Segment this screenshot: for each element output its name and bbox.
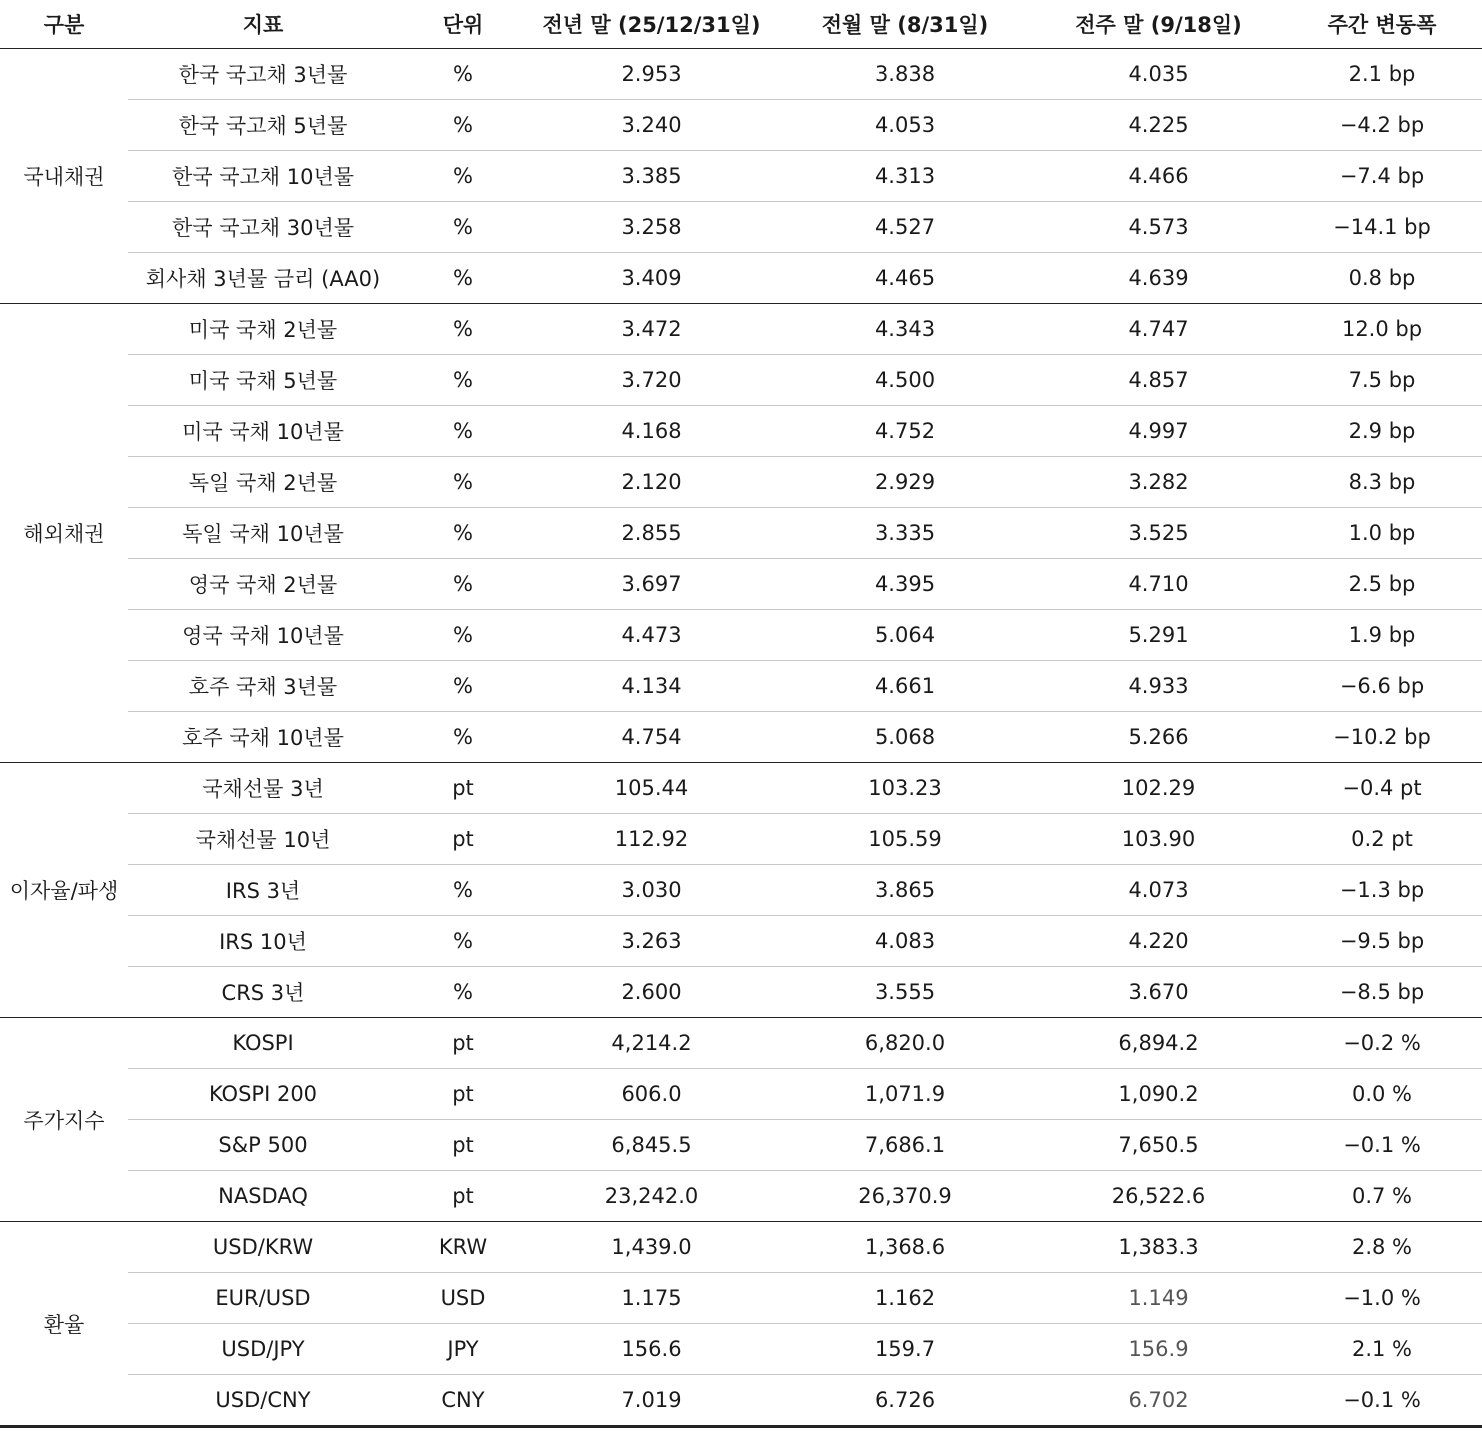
prev-year-end-cell: 4.168 (528, 406, 775, 457)
table-row (0, 661, 1482, 712)
category-cell: 환율 (0, 1222, 128, 1427)
prev-year-end-cell: 3.720 (528, 355, 775, 406)
prev-year-end-cell: 1,439.0 (528, 1222, 775, 1273)
table-row (0, 508, 1482, 559)
prev-week-end-cell: 156.9 (1035, 1324, 1282, 1375)
prev-year-end-cell: 3.409 (528, 253, 775, 304)
weekly-change-cell: −9.5 bp (1282, 916, 1482, 967)
weekly-change-cell: −6.6 bp (1282, 661, 1482, 712)
unit-cell: pt (398, 763, 528, 814)
weekly-change-cell: −7.4 bp (1282, 151, 1482, 202)
indicator-cell: 미국 국채 5년물 (128, 355, 398, 406)
prev-year-end-cell: 3.385 (528, 151, 775, 202)
prev-year-end-cell: 4.473 (528, 610, 775, 661)
prev-month-end-cell: 7,686.1 (775, 1120, 1035, 1171)
table-row (0, 712, 1482, 763)
prev-week-end-cell: 3.525 (1035, 508, 1282, 559)
prev-month-end-cell: 3.838 (775, 49, 1035, 100)
indicator-cell: USD/KRW (128, 1222, 398, 1273)
table-row (0, 100, 1482, 151)
table-row (0, 202, 1482, 253)
unit-cell: % (398, 100, 528, 151)
prev-week-end-cell: 4.035 (1035, 49, 1282, 100)
prev-year-end-cell: 23,242.0 (528, 1171, 775, 1222)
table-row (0, 151, 1482, 202)
unit-cell: KRW (398, 1222, 528, 1273)
header-weekly-change: 주간 변동폭 (1282, 0, 1482, 49)
prev-week-end-cell: 4.466 (1035, 151, 1282, 202)
prev-year-end-cell: 4,214.2 (528, 1018, 775, 1069)
table-row (0, 559, 1482, 610)
weekly-change-cell: −0.2 % (1282, 1018, 1482, 1069)
unit-cell: % (398, 661, 528, 712)
prev-year-end-cell: 606.0 (528, 1069, 775, 1120)
prev-year-end-cell: 3.240 (528, 100, 775, 151)
indicator-cell: KOSPI 200 (128, 1069, 398, 1120)
prev-month-end-cell: 103.23 (775, 763, 1035, 814)
prev-month-end-cell: 4.083 (775, 916, 1035, 967)
indicator-cell: S&P 500 (128, 1120, 398, 1171)
prev-month-end-cell: 159.7 (775, 1324, 1035, 1375)
prev-month-end-cell: 6.726 (775, 1375, 1035, 1427)
category-cell: 이자율/파생 (0, 763, 128, 1018)
prev-week-end-cell: 5.266 (1035, 712, 1282, 763)
header-category: 구분 (0, 0, 128, 49)
weekly-change-cell: 2.8 % (1282, 1222, 1482, 1273)
weekly-change-cell: 12.0 bp (1282, 304, 1482, 355)
prev-month-end-cell: 4.343 (775, 304, 1035, 355)
prev-year-end-cell: 112.92 (528, 814, 775, 865)
table-body (0, 49, 1482, 1427)
indicator-cell: 독일 국채 2년물 (128, 457, 398, 508)
table-row (0, 1222, 1482, 1273)
prev-month-end-cell: 1,071.9 (775, 1069, 1035, 1120)
prev-month-end-cell: 4.500 (775, 355, 1035, 406)
unit-cell: % (398, 916, 528, 967)
prev-year-end-cell: 4.134 (528, 661, 775, 712)
prev-year-end-cell: 3.697 (528, 559, 775, 610)
prev-month-end-cell: 1,368.6 (775, 1222, 1035, 1273)
indicator-cell: 국채선물 10년 (128, 814, 398, 865)
unit-cell: % (398, 508, 528, 559)
prev-week-end-cell: 4.073 (1035, 865, 1282, 916)
prev-week-end-cell: 4.710 (1035, 559, 1282, 610)
weekly-change-cell: 7.5 bp (1282, 355, 1482, 406)
prev-week-end-cell: 4.220 (1035, 916, 1282, 967)
prev-month-end-cell: 5.068 (775, 712, 1035, 763)
weekly-change-cell: −8.5 bp (1282, 967, 1482, 1018)
indicator-cell: 호주 국채 3년물 (128, 661, 398, 712)
category-cell: 해외채권 (0, 304, 128, 763)
indicator-cell: 한국 국고채 10년물 (128, 151, 398, 202)
prev-week-end-cell: 26,522.6 (1035, 1171, 1282, 1222)
prev-year-end-cell: 6,845.5 (528, 1120, 775, 1171)
table-row (0, 763, 1482, 814)
indicator-cell: 영국 국채 2년물 (128, 559, 398, 610)
indicator-cell: CRS 3년 (128, 967, 398, 1018)
header-indicator: 지표 (128, 0, 398, 49)
prev-month-end-cell: 4.313 (775, 151, 1035, 202)
prev-year-end-cell: 2.600 (528, 967, 775, 1018)
table-row (0, 253, 1482, 304)
unit-cell: CNY (398, 1375, 528, 1427)
table-row (0, 457, 1482, 508)
prev-week-end-cell: 4.857 (1035, 355, 1282, 406)
prev-year-end-cell: 7.019 (528, 1375, 775, 1427)
weekly-change-cell: −0.1 % (1282, 1120, 1482, 1171)
table-row (0, 1171, 1482, 1222)
weekly-change-cell: −0.1 % (1282, 1375, 1482, 1427)
prev-week-end-cell: 4.933 (1035, 661, 1282, 712)
indicator-cell: 호주 국채 10년물 (128, 712, 398, 763)
weekly-change-cell: 2.9 bp (1282, 406, 1482, 457)
prev-year-end-cell: 3.258 (528, 202, 775, 253)
indicator-cell: USD/CNY (128, 1375, 398, 1427)
unit-cell: % (398, 457, 528, 508)
unit-cell: % (398, 559, 528, 610)
prev-year-end-cell: 2.953 (528, 49, 775, 100)
indicator-cell: 미국 국채 2년물 (128, 304, 398, 355)
prev-week-end-cell: 3.670 (1035, 967, 1282, 1018)
weekly-change-cell: 8.3 bp (1282, 457, 1482, 508)
prev-week-end-cell: 1,090.2 (1035, 1069, 1282, 1120)
unit-cell: % (398, 355, 528, 406)
prev-year-end-cell: 4.754 (528, 712, 775, 763)
prev-year-end-cell: 105.44 (528, 763, 775, 814)
weekly-change-cell: 1.9 bp (1282, 610, 1482, 661)
table-row (0, 49, 1482, 100)
prev-month-end-cell: 26,370.9 (775, 1171, 1035, 1222)
unit-cell: % (398, 865, 528, 916)
weekly-change-cell: −1.0 % (1282, 1273, 1482, 1324)
table-row (0, 1324, 1482, 1375)
table-row (0, 1120, 1482, 1171)
unit-cell: % (398, 49, 528, 100)
indicator-cell: 미국 국채 10년물 (128, 406, 398, 457)
header-prev-month-end: 전월 말 (8/31일) (775, 0, 1035, 49)
unit-cell: % (398, 202, 528, 253)
table-row (0, 967, 1482, 1018)
prev-week-end-cell: 4.747 (1035, 304, 1282, 355)
prev-month-end-cell: 4.395 (775, 559, 1035, 610)
indicator-cell: KOSPI (128, 1018, 398, 1069)
indicator-cell: IRS 10년 (128, 916, 398, 967)
prev-month-end-cell: 4.465 (775, 253, 1035, 304)
indicator-cell: EUR/USD (128, 1273, 398, 1324)
indicator-cell: 한국 국고채 3년물 (128, 49, 398, 100)
prev-year-end-cell: 3.263 (528, 916, 775, 967)
indicator-cell: 회사채 3년물 금리 (AA0) (128, 253, 398, 304)
prev-month-end-cell: 1.162 (775, 1273, 1035, 1324)
prev-year-end-cell: 156.6 (528, 1324, 775, 1375)
table-row (0, 406, 1482, 457)
header-unit: 단위 (398, 0, 528, 49)
table-row (0, 1273, 1482, 1324)
weekly-change-cell: −14.1 bp (1282, 202, 1482, 253)
prev-month-end-cell: 4.752 (775, 406, 1035, 457)
indicator-cell: 영국 국채 10년물 (128, 610, 398, 661)
unit-cell: JPY (398, 1324, 528, 1375)
prev-week-end-cell: 6,894.2 (1035, 1018, 1282, 1069)
prev-week-end-cell: 4.997 (1035, 406, 1282, 457)
weekly-change-cell: 2.1 % (1282, 1324, 1482, 1375)
prev-week-end-cell: 3.282 (1035, 457, 1282, 508)
unit-cell: % (398, 712, 528, 763)
header-prev-year-end: 전년 말 (25/12/31일) (528, 0, 775, 49)
unit-cell: pt (398, 1120, 528, 1171)
unit-cell: % (398, 610, 528, 661)
table-row (0, 916, 1482, 967)
unit-cell: % (398, 406, 528, 457)
prev-month-end-cell: 3.335 (775, 508, 1035, 559)
prev-week-end-cell: 6.702 (1035, 1375, 1282, 1427)
prev-year-end-cell: 1.175 (528, 1273, 775, 1324)
weekly-change-cell: 1.0 bp (1282, 508, 1482, 559)
indicator-cell: 한국 국고채 5년물 (128, 100, 398, 151)
indicator-cell: 국채선물 3년 (128, 763, 398, 814)
table-row (0, 814, 1482, 865)
unit-cell: pt (398, 814, 528, 865)
unit-cell: pt (398, 1069, 528, 1120)
prev-month-end-cell: 105.59 (775, 814, 1035, 865)
prev-week-end-cell: 4.573 (1035, 202, 1282, 253)
weekly-change-cell: −10.2 bp (1282, 712, 1482, 763)
prev-week-end-cell: 1,383.3 (1035, 1222, 1282, 1273)
table-row (0, 304, 1482, 355)
weekly-change-cell: 0.7 % (1282, 1171, 1482, 1222)
weekly-change-cell: 0.8 bp (1282, 253, 1482, 304)
table-row (0, 610, 1482, 661)
weekly-change-cell: 0.2 pt (1282, 814, 1482, 865)
unit-cell: pt (398, 1018, 528, 1069)
table-row (0, 1018, 1482, 1069)
prev-month-end-cell: 5.064 (775, 610, 1035, 661)
category-cell: 국내채권 (0, 49, 128, 304)
prev-month-end-cell: 4.661 (775, 661, 1035, 712)
header-prev-week-end: 전주 말 (9/18일) (1035, 0, 1282, 49)
prev-week-end-cell: 102.29 (1035, 763, 1282, 814)
prev-week-end-cell: 5.291 (1035, 610, 1282, 661)
weekly-change-cell: 0.0 % (1282, 1069, 1482, 1120)
prev-week-end-cell: 1.149 (1035, 1273, 1282, 1324)
table-row (0, 1069, 1482, 1120)
weekly-change-cell: −0.4 pt (1282, 763, 1482, 814)
unit-cell: pt (398, 1171, 528, 1222)
table-row (0, 865, 1482, 916)
weekly-change-cell: −4.2 bp (1282, 100, 1482, 151)
prev-month-end-cell: 6,820.0 (775, 1018, 1035, 1069)
indicator-cell: 독일 국채 10년물 (128, 508, 398, 559)
table-row (0, 355, 1482, 406)
prev-month-end-cell: 2.929 (775, 457, 1035, 508)
prev-month-end-cell: 4.053 (775, 100, 1035, 151)
unit-cell: % (398, 304, 528, 355)
indicator-cell: USD/JPY (128, 1324, 398, 1375)
prev-month-end-cell: 3.865 (775, 865, 1035, 916)
table-row (0, 1375, 1482, 1427)
prev-week-end-cell: 103.90 (1035, 814, 1282, 865)
prev-month-end-cell: 3.555 (775, 967, 1035, 1018)
weekly-change-cell: −1.3 bp (1282, 865, 1482, 916)
prev-week-end-cell: 4.225 (1035, 100, 1282, 151)
prev-month-end-cell: 4.527 (775, 202, 1035, 253)
unit-cell: USD (398, 1273, 528, 1324)
prev-week-end-cell: 7,650.5 (1035, 1120, 1282, 1171)
header-row (0, 0, 1482, 49)
indicator-cell: NASDAQ (128, 1171, 398, 1222)
prev-year-end-cell: 3.472 (528, 304, 775, 355)
indicator-cell: 한국 국고채 30년물 (128, 202, 398, 253)
unit-cell: % (398, 967, 528, 1018)
indicator-cell: IRS 3년 (128, 865, 398, 916)
weekly-change-cell: 2.5 bp (1282, 559, 1482, 610)
prev-week-end-cell: 4.639 (1035, 253, 1282, 304)
prev-year-end-cell: 2.120 (528, 457, 775, 508)
prev-year-end-cell: 3.030 (528, 865, 775, 916)
prev-year-end-cell: 2.855 (528, 508, 775, 559)
weekly-change-cell: 2.1 bp (1282, 49, 1482, 100)
unit-cell: % (398, 253, 528, 304)
category-cell: 주가지수 (0, 1018, 128, 1222)
unit-cell: % (398, 151, 528, 202)
